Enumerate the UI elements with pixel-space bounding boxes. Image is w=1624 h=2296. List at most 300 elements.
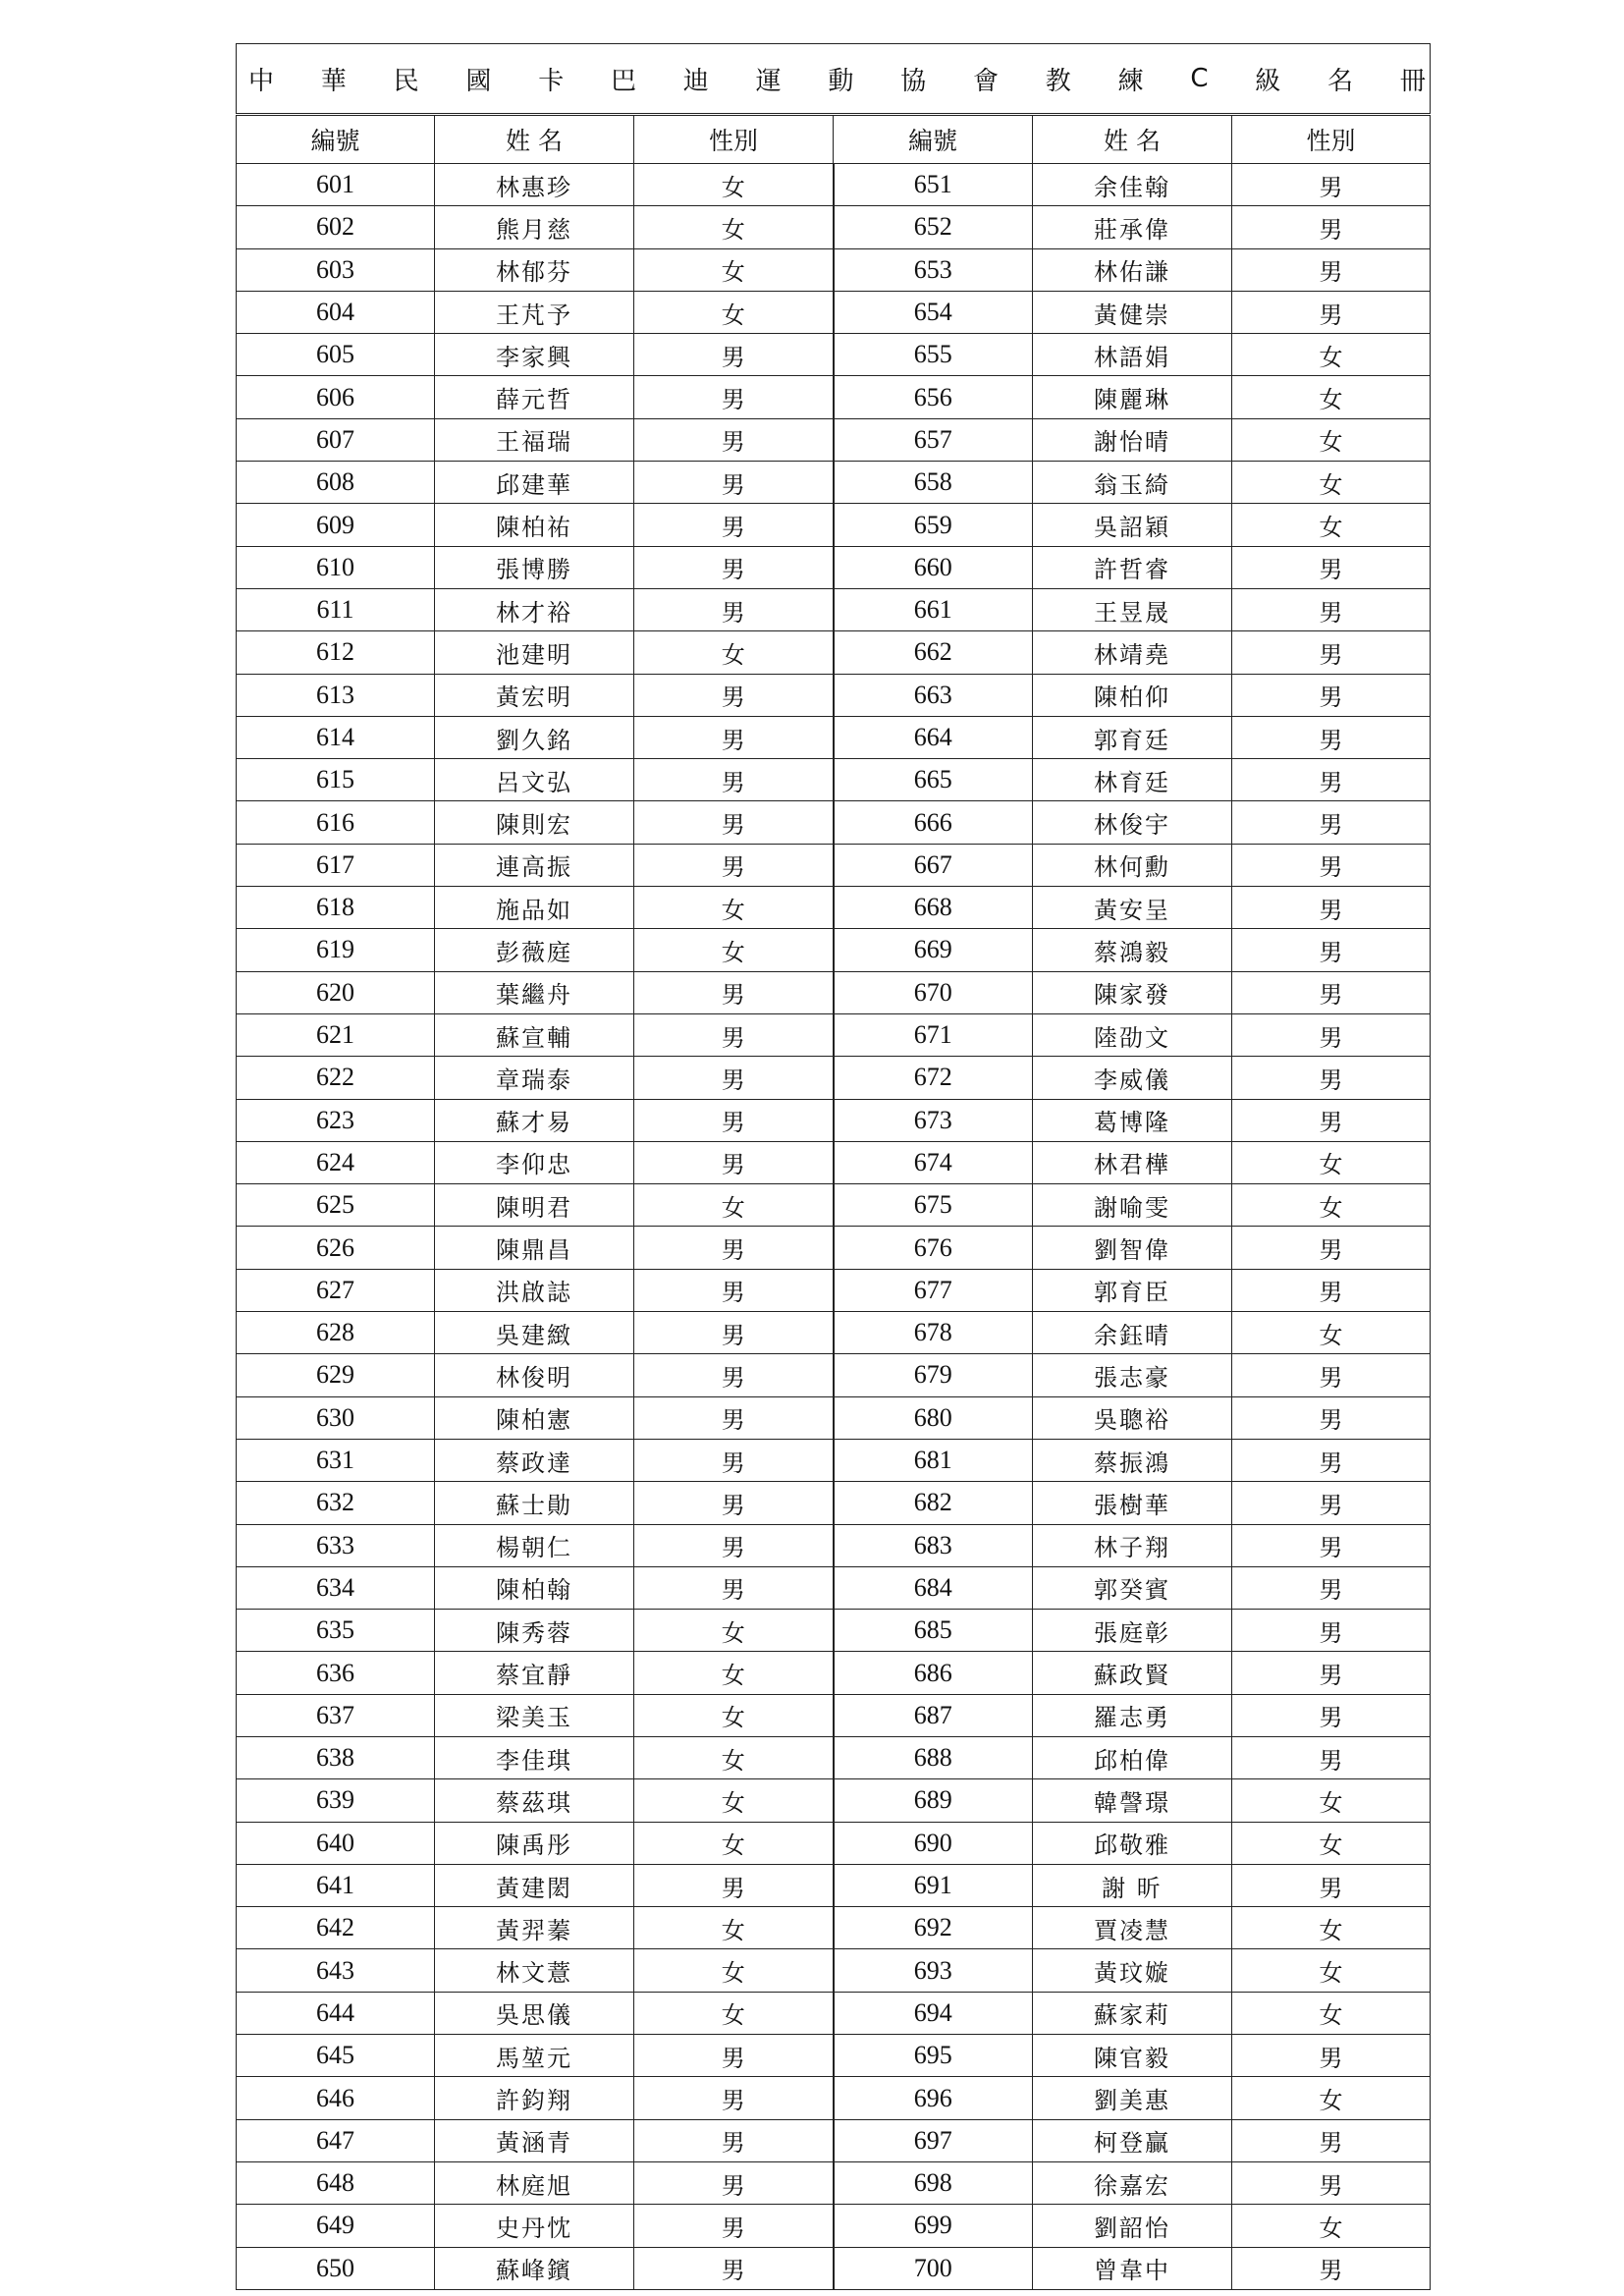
- coach-name: 林語娟: [1033, 334, 1232, 376]
- coach-name: 吳聰裕: [1033, 1396, 1232, 1439]
- table-row: [237, 1524, 1431, 1566]
- coach-name: 陳柏祐: [435, 504, 634, 546]
- coach-name: 陳麗琳: [1033, 376, 1232, 418]
- coach-number: 659: [834, 504, 1033, 546]
- header-name: 姓 名: [1033, 115, 1232, 164]
- coach-name: 邱敬雅: [1033, 1822, 1232, 1864]
- coach-name: 余鈺晴: [1033, 1312, 1232, 1354]
- coach-number: 638: [237, 1736, 435, 1778]
- coach-number: 617: [237, 844, 435, 886]
- coach-name: 柯登贏: [1033, 2119, 1232, 2161]
- coach-number: 661: [834, 588, 1033, 630]
- coach-number: 653: [834, 248, 1033, 291]
- coach-sex: 男: [634, 1439, 834, 1481]
- coach-name: 林俊明: [435, 1354, 634, 1396]
- coach-number: 678: [834, 1312, 1033, 1354]
- table-row: [237, 1354, 1431, 1396]
- coach-name: 薛元哲: [435, 376, 634, 418]
- header-sex: 性別: [1232, 115, 1431, 164]
- table-row: [237, 462, 1431, 504]
- coach-sex: 男: [1232, 2119, 1431, 2161]
- coach-number: 664: [834, 716, 1033, 758]
- coach-number: 684: [834, 1566, 1033, 1609]
- coach-name: 黃安呈: [1033, 887, 1232, 929]
- coach-sex: 男: [634, 844, 834, 886]
- table-row: [237, 801, 1431, 844]
- coach-number: 637: [237, 1694, 435, 1736]
- coach-name: 葛博隆: [1033, 1099, 1232, 1141]
- coach-sex: 女: [634, 248, 834, 291]
- coach-sex: 女: [634, 1779, 834, 1822]
- coach-number: 682: [834, 1482, 1033, 1524]
- coach-number: 690: [834, 1822, 1033, 1864]
- coach-number: 635: [237, 1610, 435, 1652]
- coach-sex: 男: [634, 971, 834, 1013]
- table-row: [237, 1482, 1431, 1524]
- coach-number: 628: [237, 1312, 435, 1354]
- table-row: [237, 2205, 1431, 2247]
- coach-sex: 男: [634, 1864, 834, 1906]
- coach-sex: 男: [1232, 1864, 1431, 1906]
- coach-number: 654: [834, 291, 1033, 333]
- title-char: 民: [393, 66, 419, 96]
- coach-number: 681: [834, 1439, 1033, 1481]
- coach-sex: 女: [634, 631, 834, 674]
- coach-name: 蔡政達: [435, 1439, 634, 1481]
- coach-name: 林文薏: [435, 1949, 634, 1992]
- coach-number: 630: [237, 1396, 435, 1439]
- table-row: [237, 1694, 1431, 1736]
- coach-number: 686: [834, 1652, 1033, 1694]
- coach-name: 許哲睿: [1033, 546, 1232, 588]
- coach-sex: 男: [1232, 1057, 1431, 1099]
- coach-sex: 男: [1232, 248, 1431, 291]
- coach-name: 郭癸賓: [1033, 1566, 1232, 1609]
- coach-number: 695: [834, 2035, 1033, 2077]
- coach-sex: 女: [1232, 504, 1431, 546]
- coach-number: 692: [834, 1907, 1033, 1949]
- coach-name: 陳則宏: [435, 801, 634, 844]
- coach-sex: 男: [634, 588, 834, 630]
- coach-name: 池建明: [435, 631, 634, 674]
- coach-name: 楊朝仁: [435, 1524, 634, 1566]
- coach-number: 625: [237, 1184, 435, 1227]
- coach-number: 608: [237, 462, 435, 504]
- table-row: [237, 844, 1431, 886]
- coach-sex: 男: [634, 1099, 834, 1141]
- coach-sex: 男: [1232, 206, 1431, 248]
- coach-name: 李佳琪: [435, 1736, 634, 1778]
- table-row: [237, 1057, 1431, 1099]
- coach-sex: 男: [634, 1227, 834, 1269]
- title-char: 級: [1255, 66, 1281, 96]
- table-row: [237, 2247, 1431, 2289]
- coach-number: 688: [834, 1736, 1033, 1778]
- table-row: [237, 248, 1431, 291]
- coach-sex: 男: [1232, 1354, 1431, 1396]
- coach-sex: 男: [634, 2205, 834, 2247]
- title-char: 巴: [610, 66, 636, 96]
- coach-sex: 男: [634, 1312, 834, 1354]
- coach-number: 616: [237, 801, 435, 844]
- coach-name: 王昱晟: [1033, 588, 1232, 630]
- coach-number: 667: [834, 844, 1033, 886]
- coach-name: 林庭旭: [435, 2161, 634, 2204]
- coach-number: 652: [834, 206, 1033, 248]
- coach-number: 606: [237, 376, 435, 418]
- coach-name: 謝 昕: [1033, 1864, 1232, 1906]
- coach-sex: 女: [634, 1949, 834, 1992]
- coach-number: 658: [834, 462, 1033, 504]
- coach-number: 623: [237, 1099, 435, 1141]
- coach-sex: 女: [1232, 1184, 1431, 1227]
- coach-number: 607: [237, 418, 435, 461]
- coach-name: 陳鼎昌: [435, 1227, 634, 1269]
- coach-sex: 男: [634, 2119, 834, 2161]
- table-row: [237, 887, 1431, 929]
- coach-number: 666: [834, 801, 1033, 844]
- coach-sex: 女: [1232, 334, 1431, 376]
- coach-sex: 女: [634, 291, 834, 333]
- coach-name: 張博勝: [435, 546, 634, 588]
- coach-name: 許鈞翔: [435, 2077, 634, 2119]
- coach-sex: 女: [1232, 1992, 1431, 2034]
- coach-name: 邱建華: [435, 462, 634, 504]
- coach-name: 黃健崇: [1033, 291, 1232, 333]
- table-row: [237, 1312, 1431, 1354]
- coach-number: 676: [834, 1227, 1033, 1269]
- table-row: [237, 504, 1431, 546]
- coach-sex: 男: [1232, 1524, 1431, 1566]
- table-row: [237, 1141, 1431, 1183]
- coach-number: 631: [237, 1439, 435, 1481]
- coach-sex: 男: [634, 1396, 834, 1439]
- title-char: 動: [828, 66, 854, 96]
- coach-name: 林君樺: [1033, 1141, 1232, 1183]
- coach-number: 698: [834, 2161, 1033, 2204]
- table-row: [237, 674, 1431, 716]
- coach-name: 彭薇庭: [435, 929, 634, 971]
- coach-number: 605: [237, 334, 435, 376]
- coach-number: 604: [237, 291, 435, 333]
- coach-number: 675: [834, 1184, 1033, 1227]
- coach-number: 629: [237, 1354, 435, 1396]
- coach-sex: 女: [634, 1184, 834, 1227]
- coach-name: 陳柏翰: [435, 1566, 634, 1609]
- coach-number: 655: [834, 334, 1033, 376]
- coach-sex: 男: [634, 1566, 834, 1609]
- coach-name: 陳官毅: [1033, 2035, 1232, 2077]
- coach-name: 林育廷: [1033, 759, 1232, 801]
- coach-name: 劉智偉: [1033, 1227, 1232, 1269]
- coach-number: 614: [237, 716, 435, 758]
- coach-sex: 女: [634, 1610, 834, 1652]
- coach-number: 673: [834, 1099, 1033, 1141]
- coach-name: 莊承偉: [1033, 206, 1232, 248]
- coach-name: 曾韋中: [1033, 2247, 1232, 2289]
- coach-number: 615: [237, 759, 435, 801]
- coach-number: 683: [834, 1524, 1033, 1566]
- coach-name: 翁玉綺: [1033, 462, 1232, 504]
- title-char: 運: [755, 66, 782, 96]
- header-number: 編號: [237, 115, 435, 164]
- coach-sex: 男: [634, 2035, 834, 2077]
- title-char: 名: [1327, 66, 1354, 96]
- table-row: [237, 164, 1431, 206]
- title-char: 練: [1117, 66, 1144, 96]
- coach-sex: 男: [634, 801, 834, 844]
- coach-sex: 女: [1232, 2077, 1431, 2119]
- coach-sex: 男: [1232, 1566, 1431, 1609]
- coach-number: 663: [834, 674, 1033, 716]
- coach-name: 蔡振鴻: [1033, 1439, 1232, 1481]
- coach-sex: 男: [1232, 546, 1431, 588]
- coach-number: 636: [237, 1652, 435, 1694]
- coach-number: 693: [834, 1949, 1033, 1992]
- table-row: [237, 1439, 1431, 1481]
- coach-name: 郭育廷: [1033, 716, 1232, 758]
- coach-sex: 女: [1232, 462, 1431, 504]
- coach-name: 蘇政賢: [1033, 1652, 1232, 1694]
- coach-number: 619: [237, 929, 435, 971]
- title-char: 中: [248, 66, 275, 96]
- coach-name: 劉韶怡: [1033, 2205, 1232, 2247]
- header-row: [237, 115, 1431, 164]
- coach-number: 632: [237, 1482, 435, 1524]
- coach-sex: 女: [634, 1694, 834, 1736]
- coach-name: 呂文弘: [435, 759, 634, 801]
- coach-number: 639: [237, 1779, 435, 1822]
- coach-name: 蔡茲琪: [435, 1779, 634, 1822]
- coach-number: 621: [237, 1013, 435, 1056]
- coach-sex: 男: [1232, 1736, 1431, 1778]
- coach-sex: 男: [1232, 1396, 1431, 1439]
- coach-sex: 男: [1232, 631, 1431, 674]
- coach-name: 劉美惠: [1033, 2077, 1232, 2119]
- coach-name: 林惠珍: [435, 164, 634, 206]
- title-char: 協: [900, 66, 927, 96]
- coach-sex: 男: [1232, 887, 1431, 929]
- table-row: [237, 1013, 1431, 1056]
- title-char: 國: [465, 66, 492, 96]
- coach-number: 687: [834, 1694, 1033, 1736]
- table-row: [237, 588, 1431, 630]
- coach-name: 邱柏偉: [1033, 1736, 1232, 1778]
- coach-name: 林郁芬: [435, 248, 634, 291]
- coach-number: 641: [237, 1864, 435, 1906]
- table-row: [237, 206, 1431, 248]
- coach-sex: 男: [634, 504, 834, 546]
- table-row: [237, 2077, 1431, 2119]
- coach-sex: 女: [1232, 1822, 1431, 1864]
- coach-name: 黃羿蓁: [435, 1907, 634, 1949]
- coach-number: 656: [834, 376, 1033, 418]
- coach-name: 李威儀: [1033, 1057, 1232, 1099]
- coach-number: 610: [237, 546, 435, 588]
- coach-name: 蔡宜靜: [435, 1652, 634, 1694]
- coach-name: 連高振: [435, 844, 634, 886]
- coach-name: 林靖堯: [1033, 631, 1232, 674]
- coach-name: 林才裕: [435, 588, 634, 630]
- roster-body: [237, 164, 1431, 2290]
- coach-name: 章瑞泰: [435, 1057, 634, 1099]
- coach-number: 696: [834, 2077, 1033, 2119]
- coach-name: 吳詔穎: [1033, 504, 1232, 546]
- coach-name: 王芃予: [435, 291, 634, 333]
- header-name: 姓 名: [435, 115, 634, 164]
- coach-sex: 男: [1232, 2035, 1431, 2077]
- title-char: 冊: [1399, 66, 1426, 96]
- table-row: [237, 418, 1431, 461]
- title-char: 華: [320, 66, 347, 96]
- coach-name: 黃宏明: [435, 674, 634, 716]
- coach-name: 余佳翰: [1033, 164, 1232, 206]
- coach-number: 685: [834, 1610, 1033, 1652]
- coach-sex: 男: [634, 1269, 834, 1311]
- coach-number: 700: [834, 2247, 1033, 2289]
- table-row: [237, 1610, 1431, 1652]
- coach-number: 620: [237, 971, 435, 1013]
- coach-name: 馬堃元: [435, 2035, 634, 2077]
- table-row: [237, 1907, 1431, 1949]
- coach-name: 賈凌慧: [1033, 1907, 1232, 1949]
- coach-sex: 女: [1232, 376, 1431, 418]
- title-char: 卡: [538, 66, 565, 96]
- coach-sex: 男: [1232, 1652, 1431, 1694]
- coach-name: 施品如: [435, 887, 634, 929]
- header-sex: 性別: [634, 115, 834, 164]
- coach-name: 陳家發: [1033, 971, 1232, 1013]
- coach-number: 624: [237, 1141, 435, 1183]
- coach-sex: 女: [634, 1992, 834, 2034]
- coach-number: 601: [237, 164, 435, 206]
- coach-name: 徐嘉宏: [1033, 2161, 1232, 2204]
- coach-roster-table: [236, 43, 1431, 2290]
- coach-name: 蘇士勛: [435, 1482, 634, 1524]
- coach-name: 吳建緻: [435, 1312, 634, 1354]
- header-number: 編號: [834, 115, 1033, 164]
- coach-name: 史丹忱: [435, 2205, 634, 2247]
- title-char: 教: [1045, 66, 1071, 96]
- coach-sex: 男: [1232, 2247, 1431, 2289]
- coach-number: 627: [237, 1269, 435, 1311]
- coach-name: 黃涵青: [435, 2119, 634, 2161]
- coach-sex: 男: [1232, 759, 1431, 801]
- coach-number: 677: [834, 1269, 1033, 1311]
- coach-sex: 女: [634, 164, 834, 206]
- table-row: [237, 716, 1431, 758]
- coach-number: 644: [237, 1992, 435, 2034]
- table-row: [237, 2161, 1431, 2204]
- coach-name: 李家興: [435, 334, 634, 376]
- table-row: [237, 1949, 1431, 1992]
- title-char: C: [1190, 64, 1209, 93]
- coach-number: 633: [237, 1524, 435, 1566]
- coach-sex: 男: [634, 462, 834, 504]
- table-row: [237, 1099, 1431, 1141]
- coach-name: 李仰忠: [435, 1141, 634, 1183]
- coach-sex: 男: [634, 2077, 834, 2119]
- coach-number: 603: [237, 248, 435, 291]
- coach-number: 640: [237, 1822, 435, 1864]
- table-row: [237, 1822, 1431, 1864]
- coach-number: 645: [237, 2035, 435, 2077]
- coach-number: 674: [834, 1141, 1033, 1183]
- coach-sex: 男: [1232, 1227, 1431, 1269]
- coach-name: 黃建閎: [435, 1864, 634, 1906]
- table-row: [237, 334, 1431, 376]
- document-title-text: [237, 61, 1430, 97]
- table-row: [237, 291, 1431, 333]
- coach-name: 謝怡晴: [1033, 418, 1232, 461]
- coach-name: 葉繼舟: [435, 971, 634, 1013]
- coach-sex: 男: [1232, 1269, 1431, 1311]
- coach-number: 612: [237, 631, 435, 674]
- coach-name: 梁美玉: [435, 1694, 634, 1736]
- coach-sex: 男: [1232, 844, 1431, 886]
- coach-sex: 男: [634, 418, 834, 461]
- coach-number: 647: [237, 2119, 435, 2161]
- coach-number: 602: [237, 206, 435, 248]
- table-row: [237, 971, 1431, 1013]
- coach-number: 613: [237, 674, 435, 716]
- coach-number: 650: [237, 2247, 435, 2289]
- coach-sex: 男: [634, 1524, 834, 1566]
- coach-sex: 男: [1232, 1694, 1431, 1736]
- coach-sex: 女: [634, 1652, 834, 1694]
- coach-number: 609: [237, 504, 435, 546]
- coach-name: 洪啟誌: [435, 1269, 634, 1311]
- coach-name: 張庭彰: [1033, 1610, 1232, 1652]
- coach-sex: 男: [634, 1057, 834, 1099]
- table-row: [237, 2119, 1431, 2161]
- coach-sex: 男: [1232, 164, 1431, 206]
- coach-number: 691: [834, 1864, 1033, 1906]
- coach-sex: 女: [634, 1907, 834, 1949]
- coach-sex: 女: [634, 887, 834, 929]
- coach-sex: 男: [1232, 1482, 1431, 1524]
- coach-number: 680: [834, 1396, 1033, 1439]
- coach-number: 660: [834, 546, 1033, 588]
- table-row: [237, 1227, 1431, 1269]
- coach-number: 611: [237, 588, 435, 630]
- coach-sex: 男: [1232, 588, 1431, 630]
- coach-sex: 男: [1232, 929, 1431, 971]
- coach-name: 張樹華: [1033, 1482, 1232, 1524]
- table-row: [237, 1736, 1431, 1778]
- coach-number: 662: [834, 631, 1033, 674]
- coach-sex: 女: [634, 206, 834, 248]
- coach-name: 林子翔: [1033, 1524, 1232, 1566]
- coach-name: 黃玟嫙: [1033, 1949, 1232, 1992]
- coach-number: 657: [834, 418, 1033, 461]
- table-row: [237, 1992, 1431, 2034]
- coach-name: 林何勳: [1033, 844, 1232, 886]
- coach-sex: 男: [634, 1482, 834, 1524]
- coach-number: 672: [834, 1057, 1033, 1099]
- coach-number: 670: [834, 971, 1033, 1013]
- coach-number: 671: [834, 1013, 1033, 1056]
- coach-name: 陳柏仰: [1033, 674, 1232, 716]
- coach-sex: 男: [1232, 2161, 1431, 2204]
- coach-sex: 男: [1232, 1439, 1431, 1481]
- coach-sex: 男: [634, 716, 834, 758]
- coach-sex: 男: [1232, 291, 1431, 333]
- coach-name: 陳明君: [435, 1184, 634, 1227]
- coach-name: 陸劭文: [1033, 1013, 1232, 1056]
- table-row: [237, 1779, 1431, 1822]
- coach-name: 王福瑞: [435, 418, 634, 461]
